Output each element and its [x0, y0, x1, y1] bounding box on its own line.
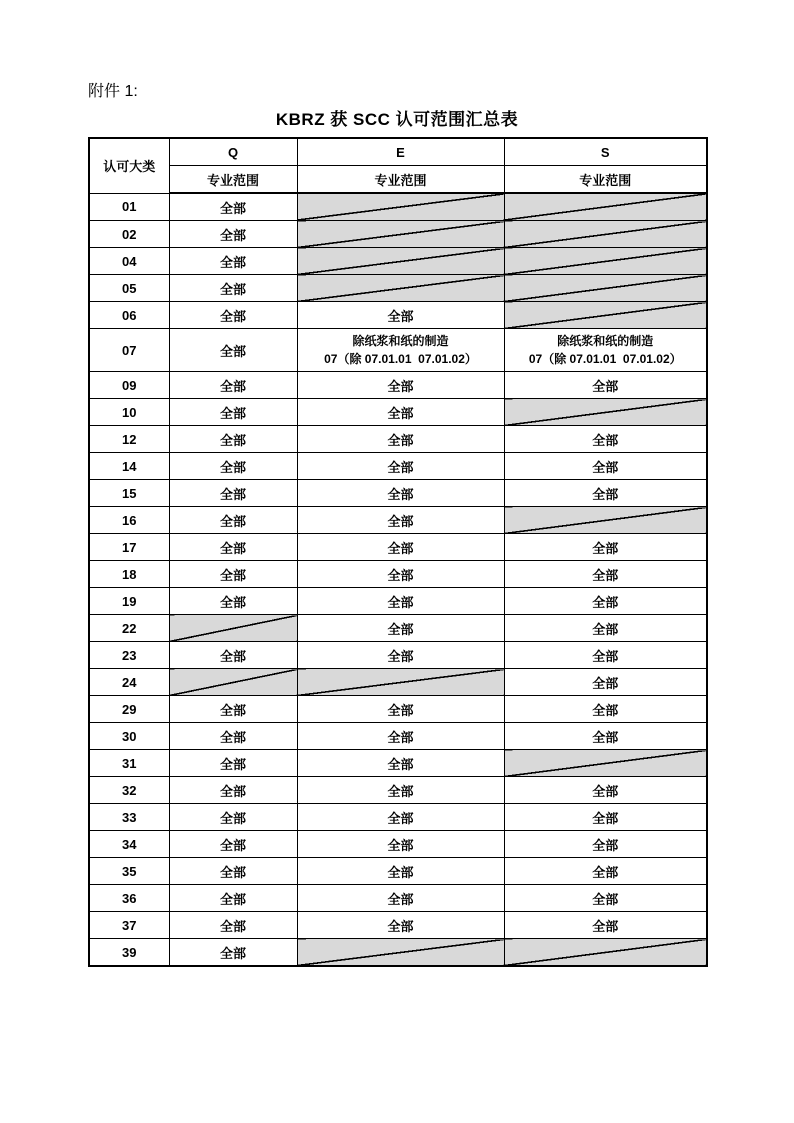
row-id: 15: [89, 480, 169, 507]
table-body: [89, 193, 707, 966]
scope-cell-s-not-applicable: [504, 750, 707, 777]
table-row: [89, 248, 707, 275]
scope-cell-s-not-applicable: [504, 507, 707, 534]
scope-cell-e: 全部: [297, 831, 504, 858]
scope-cell-e: 全部: [297, 912, 504, 939]
row-id: 12: [89, 426, 169, 453]
scope-cell-e: 全部: [297, 777, 504, 804]
scope-cell-e-not-applicable: [297, 939, 504, 967]
row-id: 30: [89, 723, 169, 750]
scope-cell-s: 全部: [504, 723, 707, 750]
scope-cell-s: 全部: [504, 426, 707, 453]
header-scope-q: 专业范围: [169, 166, 297, 194]
scope-cell-e: 全部: [297, 804, 504, 831]
scope-cell-e-not-applicable: [297, 669, 504, 696]
header-col-q: Q: [169, 138, 297, 166]
scope-cell-e: 全部: [297, 399, 504, 426]
scope-cell-q: 全部: [169, 831, 297, 858]
row-id: 22: [89, 615, 169, 642]
header-row-codes: [89, 138, 707, 166]
scope-cell-q: 全部: [169, 399, 297, 426]
scope-note-line1: 除纸浆和纸的制造: [352, 334, 449, 348]
scope-cell-e-not-applicable: [297, 275, 504, 302]
row-id: 36: [89, 885, 169, 912]
table-row: [89, 858, 707, 885]
scope-cell-q: 全部: [169, 777, 297, 804]
accreditation-scope-table: [88, 137, 708, 967]
scope-note-line1: 除纸浆和纸的制造: [557, 334, 654, 348]
scope-note-line2: 07（除 07.01.01 07.01.02）: [528, 352, 682, 366]
scope-cell-q: 全部: [169, 453, 297, 480]
scope-cell-e: 全部: [297, 615, 504, 642]
header-row-scope: [89, 166, 707, 194]
row-id: 29: [89, 696, 169, 723]
scope-cell-s: 全部: [504, 858, 707, 885]
scope-cell-s: 全部: [504, 912, 707, 939]
scope-cell-q: 全部: [169, 372, 297, 399]
table-row: [89, 561, 707, 588]
table-row: [89, 329, 707, 372]
table-row: [89, 723, 707, 750]
scope-cell-q: 全部: [169, 480, 297, 507]
table-row: [89, 912, 707, 939]
table-row: [89, 302, 707, 329]
table-row: [89, 669, 707, 696]
scope-note-line2: 07（除 07.01.01 07.01.02）: [324, 352, 477, 366]
row-id: 17: [89, 534, 169, 561]
header-category: 认可大类: [89, 138, 169, 193]
scope-cell-e: 全部: [297, 480, 504, 507]
scope-cell-e: 全部: [297, 507, 504, 534]
scope-cell-s: 全部: [504, 885, 707, 912]
scope-cell-s-not-applicable: [504, 399, 707, 426]
scope-cell-s: 全部: [504, 615, 707, 642]
scope-cell-s: 全部: [504, 804, 707, 831]
header-col-e: E: [297, 138, 504, 166]
scope-cell-e-not-applicable: [297, 221, 504, 248]
scope-cell-e-not-applicable: [297, 248, 504, 275]
attachment-label: 附件 1:: [88, 83, 138, 100]
scope-cell-s: 全部: [504, 561, 707, 588]
scope-cell-q: 全部: [169, 193, 297, 221]
scope-cell-q: 全部: [169, 329, 297, 372]
row-id: 06: [89, 302, 169, 329]
table-row: [89, 588, 707, 615]
scope-cell-s: 全部: [504, 669, 707, 696]
row-id: 07: [89, 329, 169, 372]
table-row: [89, 453, 707, 480]
scope-cell-q: 全部: [169, 588, 297, 615]
scope-cell-q: 全部: [169, 507, 297, 534]
table-row: [89, 426, 707, 453]
row-id: 16: [89, 507, 169, 534]
scope-cell-q: 全部: [169, 912, 297, 939]
table-row: [89, 696, 707, 723]
scope-cell-s: 全部: [504, 372, 707, 399]
scope-cell-q: 全部: [169, 426, 297, 453]
table-row: [89, 507, 707, 534]
scope-cell-s-not-applicable: [504, 193, 707, 221]
table-row: [89, 221, 707, 248]
table-row: [89, 534, 707, 561]
scope-cell-e: 全部: [297, 723, 504, 750]
scope-cell-s-not-applicable: [504, 302, 707, 329]
scope-cell-q: 全部: [169, 939, 297, 967]
table-row: [89, 480, 707, 507]
row-id: 35: [89, 858, 169, 885]
scope-cell-e: 全部: [297, 453, 504, 480]
row-id: 05: [89, 275, 169, 302]
scope-cell-q: 全部: [169, 534, 297, 561]
table-title: KBRZ 获 SCC 认可范围汇总表: [275, 110, 519, 129]
table-row: [89, 777, 707, 804]
table-row: [89, 831, 707, 858]
scope-cell-e: 全部: [297, 372, 504, 399]
row-id: 31: [89, 750, 169, 777]
scope-cell-q-not-applicable: [169, 615, 297, 642]
scope-cell-s: 全部: [504, 534, 707, 561]
scope-cell-q: 全部: [169, 221, 297, 248]
scope-cell-q: 全部: [169, 804, 297, 831]
scope-cell-s: 全部: [504, 453, 707, 480]
scope-cell-q: 全部: [169, 302, 297, 329]
row-id: 18: [89, 561, 169, 588]
table-row: [89, 750, 707, 777]
scope-cell-s: 全部: [504, 777, 707, 804]
table-row: [89, 399, 707, 426]
scope-cell-q: 全部: [169, 696, 297, 723]
row-id: 14: [89, 453, 169, 480]
scope-cell-e: 全部: [297, 302, 504, 329]
scope-cell-e: 全部: [297, 642, 504, 669]
scope-cell-e: 全部: [297, 561, 504, 588]
row-id: 37: [89, 912, 169, 939]
scope-cell-e: 全部: [297, 750, 504, 777]
row-id: 34: [89, 831, 169, 858]
scope-cell-e: 全部: [297, 588, 504, 615]
scope-cell-e: 全部: [297, 534, 504, 561]
row-id: 19: [89, 588, 169, 615]
scope-cell-s-not-applicable: [504, 248, 707, 275]
row-id: 24: [89, 669, 169, 696]
table-row: [89, 372, 707, 399]
scope-cell-q-not-applicable: [169, 669, 297, 696]
row-id: 39: [89, 939, 169, 967]
scope-cell-q: 全部: [169, 723, 297, 750]
table-row: [89, 275, 707, 302]
scope-cell-q: 全部: [169, 642, 297, 669]
table-header: [89, 138, 707, 193]
table-row: [89, 804, 707, 831]
scope-cell-s: 全部: [504, 831, 707, 858]
scope-cell-q: 全部: [169, 248, 297, 275]
scope-cell-q: 全部: [169, 750, 297, 777]
table-row: [89, 615, 707, 642]
scope-cell-q: 全部: [169, 885, 297, 912]
row-id: 09: [89, 372, 169, 399]
row-id: 01: [89, 193, 169, 221]
scope-cell-s-not-applicable: [504, 275, 707, 302]
header-col-s: S: [504, 138, 707, 166]
scope-cell-e: 全部: [297, 696, 504, 723]
scope-cell-q: 全部: [169, 858, 297, 885]
scope-cell-s: 全部: [504, 642, 707, 669]
scope-cell-s: [504, 329, 707, 372]
scope-cell-s: 全部: [504, 480, 707, 507]
scope-cell-q: 全部: [169, 561, 297, 588]
table-row: [89, 939, 707, 967]
scope-cell-s: 全部: [504, 588, 707, 615]
row-id: 32: [89, 777, 169, 804]
scope-cell-e: 全部: [297, 858, 504, 885]
scope-cell-e-not-applicable: [297, 193, 504, 221]
scope-cell-e: 全部: [297, 885, 504, 912]
row-id: 23: [89, 642, 169, 669]
scope-cell-e: [297, 329, 504, 372]
row-id: 33: [89, 804, 169, 831]
scope-cell-s-not-applicable: [504, 939, 707, 967]
scope-cell-s: 全部: [504, 696, 707, 723]
table-row: [89, 642, 707, 669]
scope-cell-e: 全部: [297, 426, 504, 453]
table-row: [89, 885, 707, 912]
row-id: 10: [89, 399, 169, 426]
row-id: 04: [89, 248, 169, 275]
table-row: [89, 193, 707, 221]
header-scope-s: 专业范围: [504, 166, 707, 194]
scope-cell-s-not-applicable: [504, 221, 707, 248]
header-scope-e: 专业范围: [297, 166, 504, 194]
row-id: 02: [89, 221, 169, 248]
scope-cell-q: 全部: [169, 275, 297, 302]
